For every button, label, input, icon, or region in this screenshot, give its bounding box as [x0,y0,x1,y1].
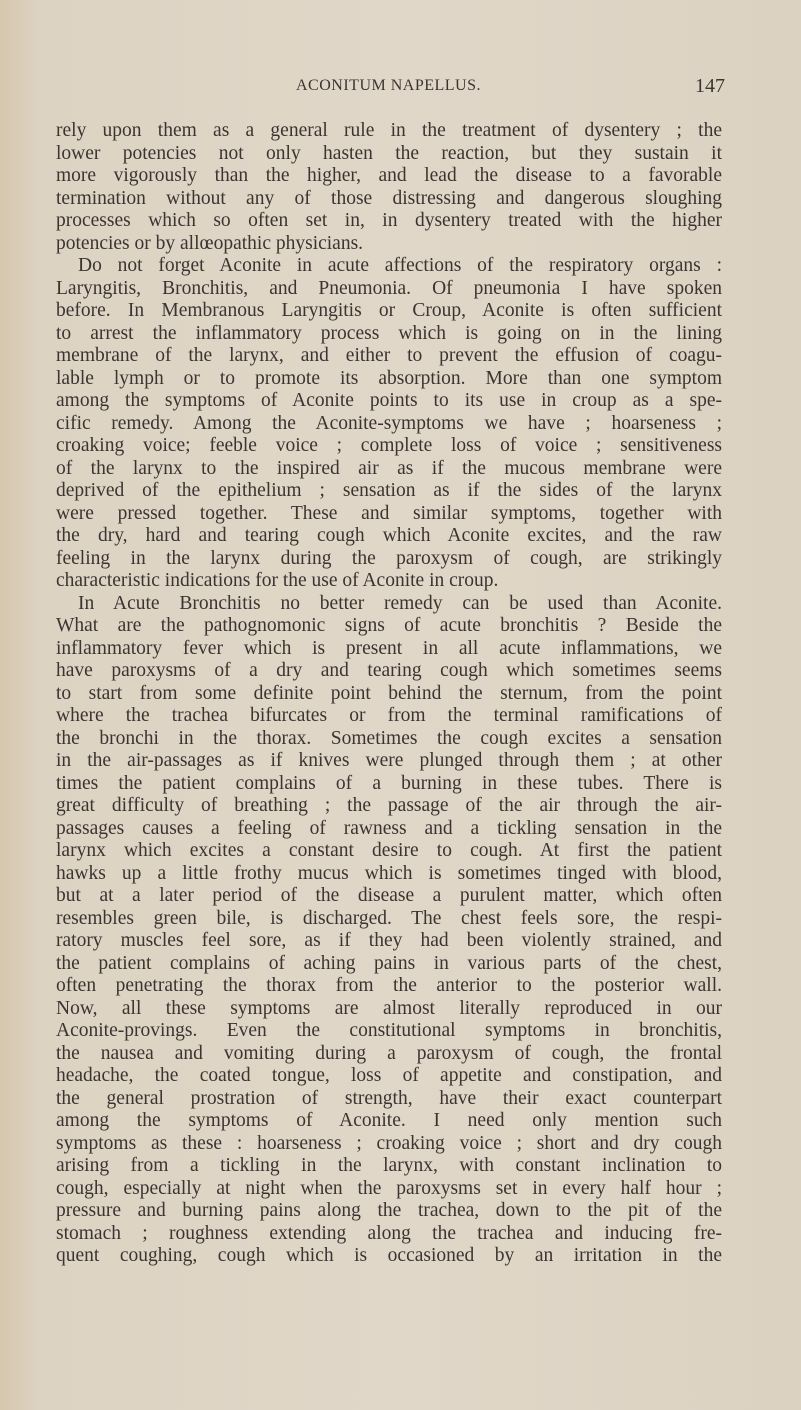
text-line: inflammatory fever which is present in all acute inflammations, we [56,637,722,659]
text-line: but at a later period of the disease a purulent matter, which often [56,885,722,906]
text-line: among the symptoms of Aconite. I need only mention such [56,1110,722,1131]
text-line: ratory muscles feel sore, as if they had been violently strained, and [56,930,722,951]
text-line: passages causes a feeling of rawness and a tickling sensation in the [56,817,722,839]
text-line: Now, all these symptoms are almost literally reproduced in our [56,997,722,1019]
text-line: stomach ; roughness extending along the trachea and inducing fre- [56,1222,722,1244]
text-line: the patient complains of aching pains in various parts of the chest, [56,952,722,974]
text-line: lower potencies not only hasten the reaction, but they sustain it [56,142,722,164]
text-line: symptoms as these : hoarseness ; croaking voice ; short and dry cough [56,1132,722,1154]
text-line: cough, especially at night when the paroxysms set in every half hour ; [56,1177,722,1199]
text-line: the bronchi in the thorax. Sometimes the cough excites a sensation [56,727,722,749]
page-header [0,77,801,101]
text-line: In Acute Bronchitis no better remedy can be used than Aconite. [78,592,722,614]
text-line: more vigorously than the higher, and lead the disease to a favorable [56,165,722,186]
text-line: membrane of the larynx, and either to prevent the effusion of coagu- [56,345,722,366]
text-line: have paroxysms of a dry and tearing cough which sometimes seems [56,660,722,681]
text-line: the dry, hard and tearing cough which Aconite excites, and the raw [56,525,722,546]
text-line: arising from a tickling in the larynx, with constant inclination to [56,1155,722,1176]
text-line: among the symptoms of Aconite points to its use in croup as a spe- [56,390,722,411]
text-line: termination without any of those distressing and dangerous sloughing [56,187,722,209]
text-line: cific remedy. Among the Aconite-symptoms we have ; hoarseness ; [56,412,722,434]
text-line: to arrest the inflammatory process which is going on in the lining [56,322,722,344]
text-line: quent coughing, cough which is occasioned by an irritation in the [56,1245,722,1266]
text-line: What are the pathognomonic signs of acute bronchitis ? Beside the [56,615,722,636]
text-line: deprived of the epithelium ; sensation as if the sides of the larynx [56,480,722,501]
text-line: rely upon them as a general rule in the treatment of dysentery ; the [56,120,722,141]
text-line: Do not forget Aconite in acute affections of the respiratory organs : [78,255,722,276]
text-line: hawks up a little frothy mucus which is sometimes tinged with blood, [56,862,722,884]
text-line: times the patient complains of a burning in these tubes. There is [56,772,722,794]
text-line: headache, the coated tongue, loss of appetite and constipation, and [56,1065,722,1086]
text-line: feeling in the larynx during the paroxysm of cough, are strikingly [56,547,722,569]
text-line: potencies or by allœopathic physicians. [56,232,364,254]
text-line: in the air-passages as if knives were plunged through them ; at other [56,750,722,771]
text-line: were pressed together. These and similar symptoms, together with [56,502,722,524]
text-line: before. In Membranous Laryngitis or Croup, Aconite is often sufficient [56,300,722,321]
text-line: croaking voice; feeble voice ; complete loss of voice ; sensitiveness [56,435,722,456]
text-line: characteristic indications for the use of Aconite in croup. [56,570,499,591]
text-line: of the larynx to the inspired air as if the mucous membrane were [56,457,722,479]
text-line: processes which so often set in, in dysentery treated with the higher [56,210,722,231]
text-line: Aconite-provings. Even the constitutional symptoms in bronchitis, [56,1020,722,1041]
text-line: great difficulty of breathing ; the passage of the air through the air- [56,795,722,816]
text-line: lable lymph or to promote its absorption. More than one symptom [56,367,722,389]
text-line: resembles green bile, is discharged. The chest feels sore, the respi- [56,907,722,929]
text-line: pressure and burning pains along the trachea, down to the pit of the [56,1200,722,1221]
text-line: to start from some definite point behind the sternum, from the point [56,682,722,704]
text-line: the nausea and vomiting during a paroxysm of cough, the frontal [56,1042,722,1064]
text-line: often penetrating the thorax from the anterior to the posterior wall. [56,975,722,996]
page-number: 147 [695,75,725,97]
text-line: Laryngitis, Bronchitis, and Pneumonia. Of pneumonia I have spoken [56,277,722,299]
text-line: where the trachea bifurcates or from the terminal ramifications of [56,705,722,726]
running-title: ACONITUM NAPELLUS. [296,77,481,94]
text-line: the general prostration of strength, have their exact counterpart [56,1087,722,1109]
body-text [56,120,722,1268]
text-line: larynx which excites a constant desire to cough. At first the patient [56,840,722,861]
